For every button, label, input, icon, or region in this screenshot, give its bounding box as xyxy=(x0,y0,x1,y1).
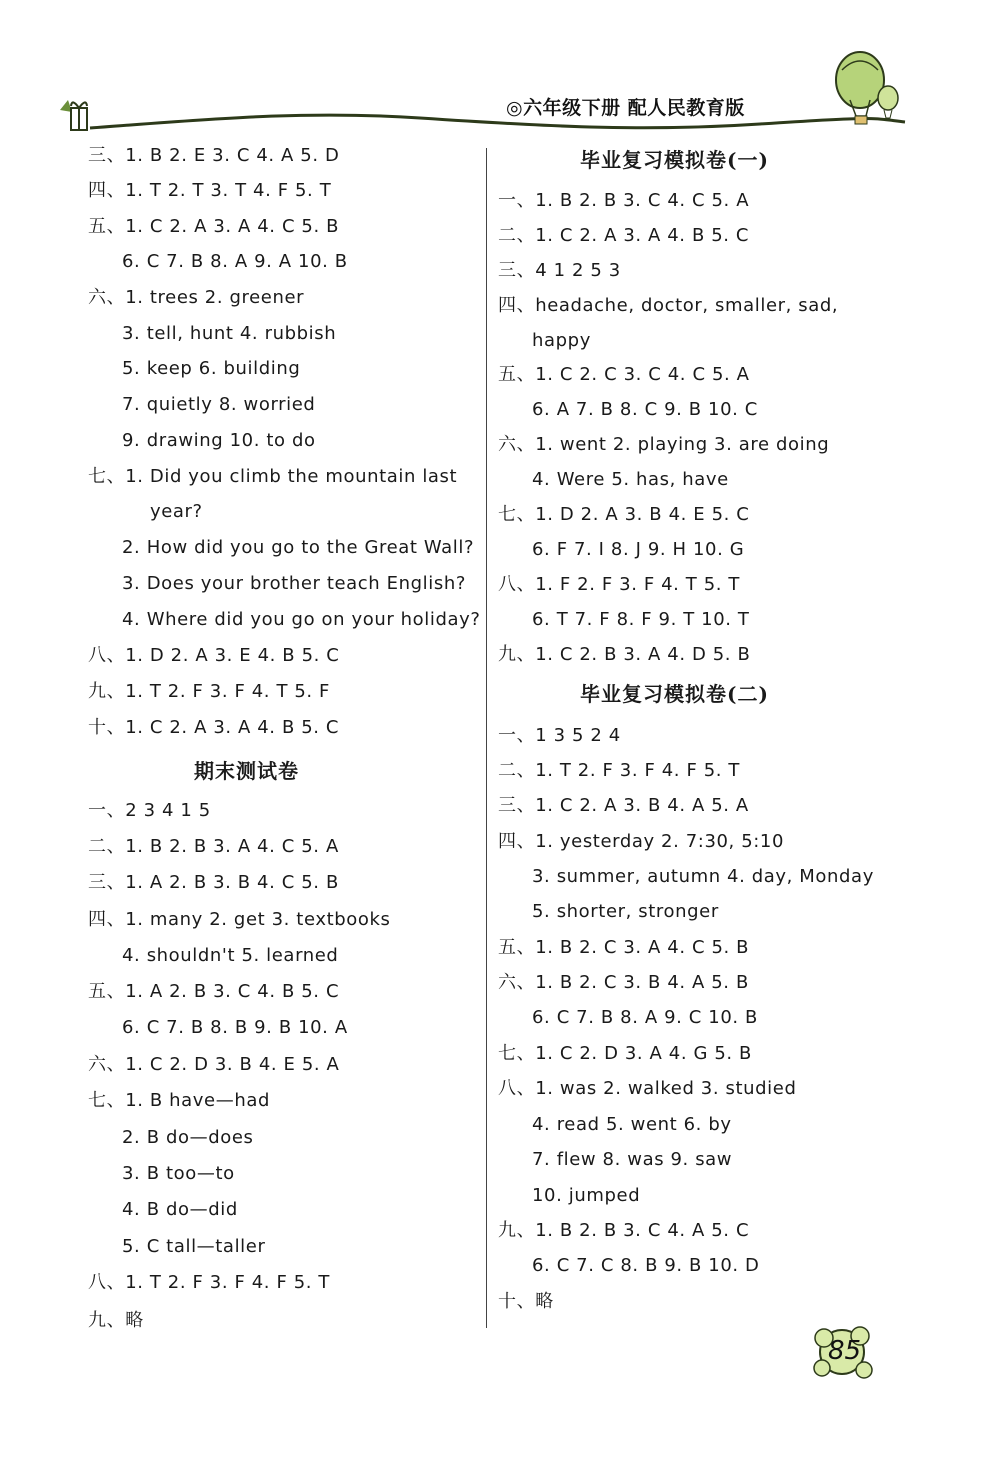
answer-line: 六、1. went 2. playing 3. are doing xyxy=(498,434,830,455)
section-title: 期末测试卷 xyxy=(194,759,299,783)
answer-line: 10. jumped xyxy=(532,1185,641,1206)
answer-line: 九、略 xyxy=(88,1310,144,1331)
answer-line: 6. C 7. B 8. A 9. A 10. B xyxy=(122,251,348,272)
answer-line: 八、1. D 2. A 3. E 4. B 5. C xyxy=(88,645,340,666)
answer-line: 三、1. A 2. B 3. B 4. C 5. B xyxy=(88,872,339,893)
answer-line: 3. B too—to xyxy=(122,1163,235,1184)
answer-line: 三、1. B 2. E 3. C 4. A 5. D xyxy=(88,145,340,166)
answer-line: 6. A 7. B 8. C 9. B 10. C xyxy=(532,399,758,420)
answer-line: 十、略 xyxy=(498,1291,554,1312)
answer-line: 4. Where did you go on your holiday? xyxy=(122,609,481,630)
answer-line: 三、1. C 2. A 3. B 4. A 5. A xyxy=(498,795,749,816)
answer-line: 7. flew 8. was 9. saw xyxy=(532,1149,733,1170)
answer-line: 五、1. C 2. C 3. C 4. C 5. A xyxy=(498,364,750,385)
answer-line: 5. shorter, stronger xyxy=(532,901,719,922)
answer-line: 七、1. B have—had xyxy=(88,1090,270,1111)
answer-line: 3. tell, hunt 4. rubbish xyxy=(122,323,337,344)
answer-line: 七、1. Did you climb the mountain last xyxy=(88,466,458,487)
answer-line: 七、1. D 2. A 3. B 4. E 5. C xyxy=(498,504,750,525)
answer-line: 八、1. T 2. F 3. F 4. F 5. T xyxy=(88,1272,331,1293)
answer-line: 二、1. C 2. A 3. A 4. B 5. C xyxy=(498,225,750,246)
answer-line: 七、1. C 2. D 3. A 4. G 5. B xyxy=(498,1043,753,1064)
answer-line: 3. Does your brother teach English? xyxy=(122,573,466,594)
answer-line: 四、headache, doctor, smaller, sad, xyxy=(498,295,839,316)
answer-line: 9. drawing 10. to do xyxy=(122,430,316,451)
answer-line: 四、1. T 2. T 3. T 4. F 5. T xyxy=(88,180,332,201)
answer-line: 八、1. F 2. F 3. F 4. T 5. T xyxy=(498,574,741,595)
answer-line: 一、1 3 5 2 4 xyxy=(498,725,621,746)
answer-line: year? xyxy=(150,501,203,522)
answer-line: 三、4 1 2 5 3 xyxy=(498,260,621,281)
answer-line: 九、1. B 2. B 3. C 4. A 5. C xyxy=(498,1220,750,1241)
answer-line: 4. Were 5. has, have xyxy=(532,469,729,490)
answer-line: 7. quietly 8. worried xyxy=(122,394,316,415)
page-header xyxy=(0,0,1000,140)
answer-line: 6. F 7. I 8. J 9. H 10. G xyxy=(532,539,745,560)
answer-line: 四、1. many 2. get 3. textbooks xyxy=(88,909,391,930)
answer-line: 6. C 7. B 8. A 9. C 10. B xyxy=(532,1007,758,1028)
answer-line: 4. read 5. went 6. by xyxy=(532,1114,732,1135)
answer-line: 二、1. B 2. B 3. A 4. C 5. A xyxy=(88,836,339,857)
header-decoration xyxy=(0,0,1000,140)
answer-line: 八、1. was 2. walked 3. studied xyxy=(498,1078,797,1099)
answer-line: 六、1. B 2. C 3. B 4. A 5. B xyxy=(498,972,749,993)
answer-line: 6. C 7. B 8. B 9. B 10. A xyxy=(122,1017,348,1038)
answer-line: 一、2 3 4 1 5 xyxy=(88,800,211,821)
section-title: 毕业复习模拟卷(二) xyxy=(580,682,769,706)
answer-line: 九、1. C 2. B 3. A 4. D 5. B xyxy=(498,644,751,665)
answer-line: 4. B do—did xyxy=(122,1199,238,1220)
answer-line: 3. summer, autumn 4. day, Monday xyxy=(532,866,874,887)
answer-line: 2. B do—does xyxy=(122,1127,254,1148)
answer-line: 二、1. T 2. F 3. F 4. F 5. T xyxy=(498,760,741,781)
answer-line: 六、1. C 2. D 3. B 4. E 5. A xyxy=(88,1054,340,1075)
answer-line: 5. C tall—taller xyxy=(122,1236,266,1257)
page-number: 85 xyxy=(828,1336,862,1366)
gift-icon xyxy=(68,94,90,138)
answer-line: 五、1. C 2. A 3. A 4. C 5. B xyxy=(88,216,340,237)
section-title: 毕业复习模拟卷(一) xyxy=(580,148,769,172)
header-title: ◎六年级下册 配人民教育版 xyxy=(506,97,745,119)
answer-line: 2. How did you go to the Great Wall? xyxy=(122,537,475,558)
answer-line: 六、1. trees 2. greener xyxy=(88,287,305,308)
answer-line: 一、1. B 2. B 3. C 4. C 5. A xyxy=(498,190,750,211)
answer-line: 十、1. C 2. A 3. A 4. B 5. C xyxy=(88,717,340,738)
answer-line: 4. shouldn't 5. learned xyxy=(122,945,339,966)
answer-line: happy xyxy=(532,330,591,351)
answer-line: 五、1. B 2. C 3. A 4. C 5. B xyxy=(498,937,750,958)
balloon-icon xyxy=(836,52,898,124)
answer-line: 四、1. yesterday 2. 7:30, 5:10 xyxy=(498,831,785,852)
answer-line: 五、1. A 2. B 3. C 4. B 5. C xyxy=(88,981,340,1002)
answer-line: 九、1. T 2. F 3. F 4. T 5. F xyxy=(88,681,331,702)
column-divider xyxy=(486,148,487,1328)
answer-line: 5. keep 6. building xyxy=(122,358,301,379)
answer-line: 6. C 7. C 8. B 9. B 10. D xyxy=(532,1255,760,1276)
answer-line: 6. T 7. F 8. F 9. T 10. T xyxy=(532,609,750,630)
